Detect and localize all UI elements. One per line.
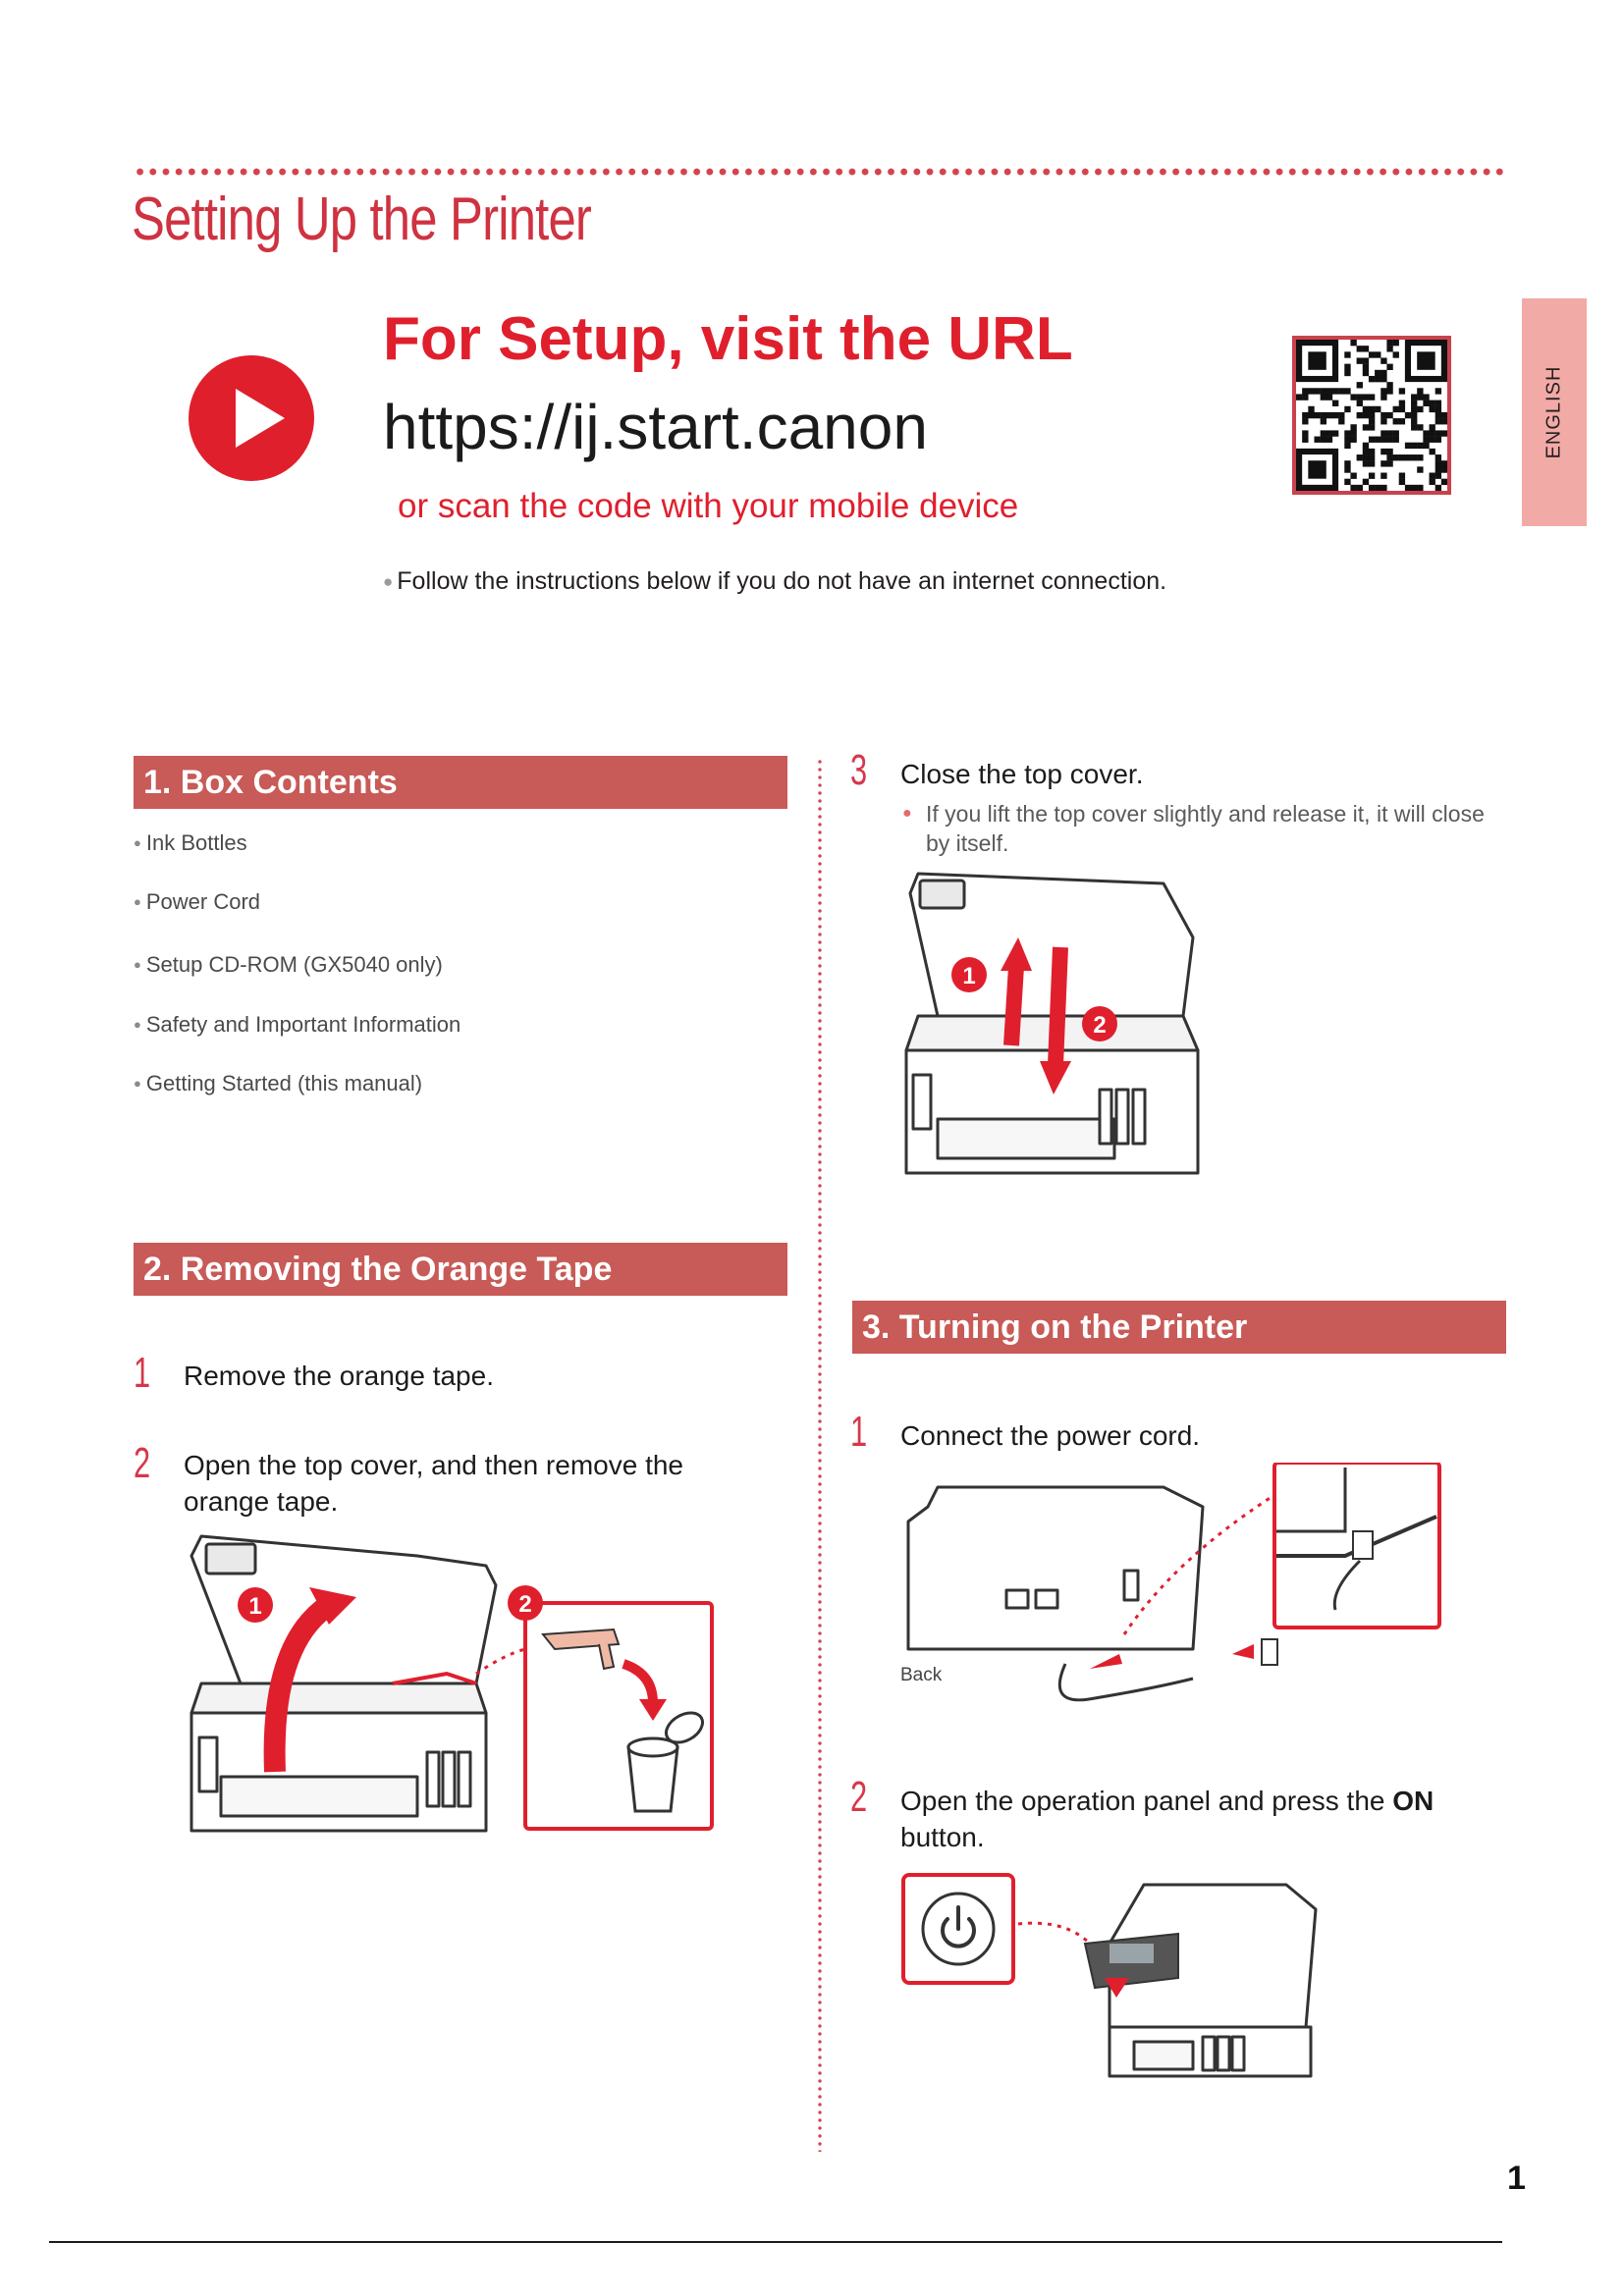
callout-1: 1	[248, 1593, 262, 1620]
callout-2: 2	[518, 1591, 532, 1618]
step-text	[900, 1783, 1489, 1855]
language-tab-label: ENGLISH	[1543, 365, 1565, 459]
callout-2: 2	[1093, 1012, 1107, 1039]
printer-close-illustration	[898, 869, 1213, 1183]
step-text: Remove the orange tape.	[184, 1361, 494, 1391]
step-number: 1	[850, 1408, 868, 1456]
printer-open-illustration	[182, 1526, 731, 1850]
column-divider	[818, 758, 822, 2152]
page-title: Setting Up the Printer	[132, 186, 592, 253]
box-item: ● Ink Bottles	[134, 830, 247, 856]
setup-url-link[interactable]: https://ij.start.canon	[383, 392, 928, 462]
step-text-part: Open the operation panel and press the	[900, 1786, 1393, 1816]
footer-rule	[49, 2241, 1502, 2243]
play-icon[interactable]	[187, 353, 316, 483]
qr-code[interactable]	[1292, 336, 1451, 495]
language-tab	[1522, 298, 1587, 526]
section-orange-tape-title: 2. Removing the Orange Tape	[134, 1243, 787, 1296]
callout-1: 1	[962, 963, 976, 989]
box-item: ● Getting Started (this manual)	[134, 1071, 422, 1096]
box-item: ● Setup CD-ROM (GX5040 only)	[134, 952, 443, 978]
scan-instruction: or scan the code with your mobile device	[398, 487, 1019, 525]
note-bullet: ●	[902, 805, 912, 822]
step-number: 3	[850, 746, 868, 794]
section-turning-on-title: 3. Turning on the Printer	[852, 1301, 1506, 1354]
power-cord-illustration	[898, 1463, 1448, 1728]
close-cover-note	[902, 799, 1495, 858]
step-number: 2	[134, 1439, 151, 1487]
setup-heading: For Setup, visit the URL	[383, 305, 1073, 373]
back-label: Back	[900, 1665, 943, 1685]
step-number: 2	[850, 1773, 868, 1821]
step-text: Connect the power cord.	[900, 1420, 1201, 1451]
on-button-label: ON	[1392, 1786, 1435, 1816]
page-number: 1	[1507, 2160, 1526, 2197]
box-item: ● Power Cord	[134, 889, 260, 915]
offline-note: ● Follow the instructions below if you do not have an internet connection.	[383, 567, 1166, 596]
section-box-contents-title: 1. Box Contents	[134, 756, 787, 809]
step-number: 1	[134, 1349, 151, 1397]
title-dotted-rule	[134, 167, 1504, 177]
step-text-part: button.	[900, 1822, 985, 1852]
step-text: Open the top cover, and then remove the orange tape.	[184, 1450, 684, 1517]
step-text: Close the top cover.	[900, 759, 1144, 789]
box-item: ● Safety and Important Information	[134, 1012, 460, 1038]
close-cover-note-text: If you lift the top cover slightly and release it, it will close by itself.	[926, 801, 1485, 856]
power-button-illustration	[898, 1870, 1399, 2086]
